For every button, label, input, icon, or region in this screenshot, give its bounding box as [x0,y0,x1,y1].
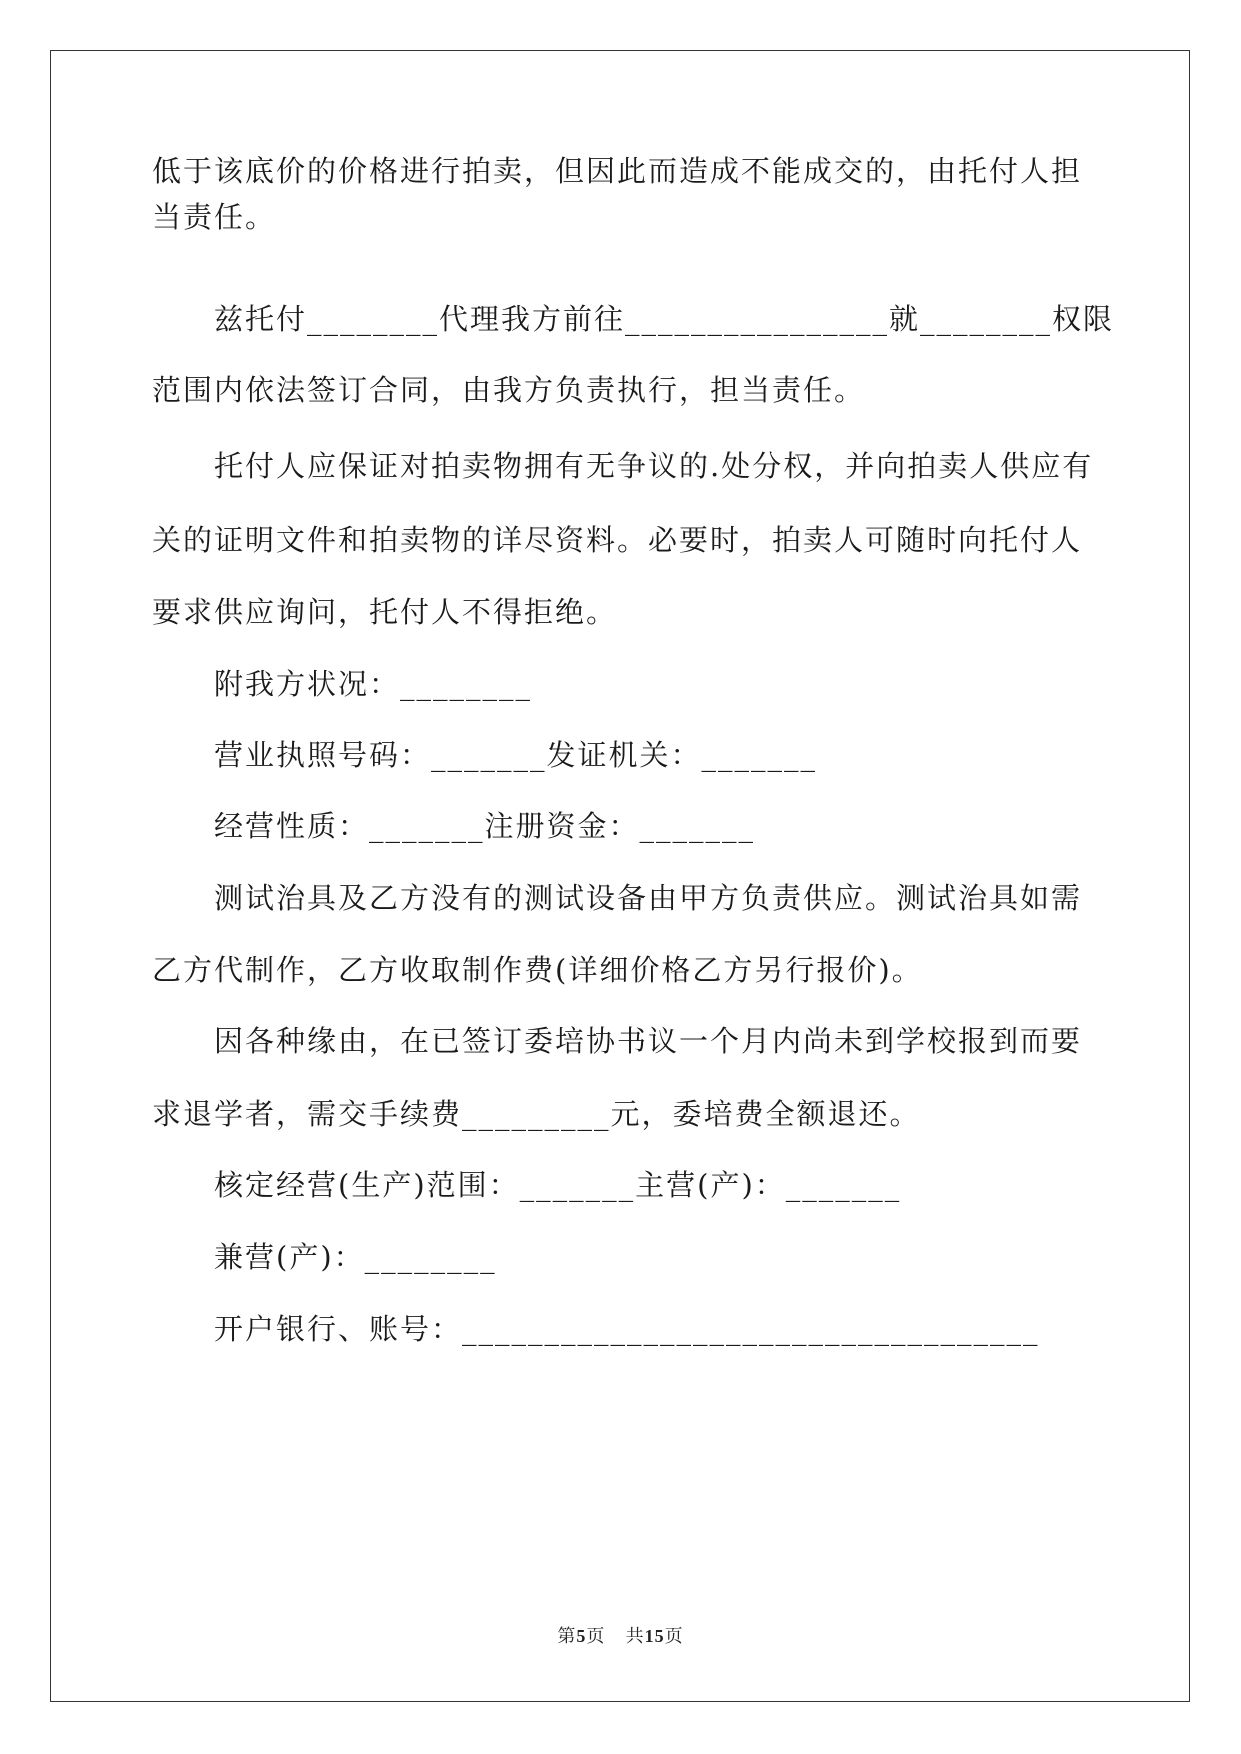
page-label-suffix: 页 [586,1626,606,1647]
body-line: 开户银行、账号：___________________________________ [214,1312,1040,1346]
body-line: 乙方代制作，乙方收取制作费(详细价格乙方另行报价)。 [152,953,923,987]
body-line: 求退学者，需交手续费_________元，委培费全额退还。 [152,1097,921,1131]
body-line: 要求供应询问，托付人不得拒绝。 [152,595,618,629]
body-line: 当责任。 [152,200,277,234]
total-suffix: 页 [664,1626,684,1647]
body-line: 附我方状况：________ [214,667,533,701]
body-line: 营业执照号码：_______发证机关：_______ [214,738,818,772]
page-number: 5 [576,1626,587,1646]
total-pages: 15 [644,1626,665,1646]
body-line: 兹托付________代理我方前往________________就________权限 [214,302,1115,336]
body-line: 测试治具及乙方没有的测试设备由甲方负责供应。测试治具如需 [214,881,1083,915]
body-line: 关的证明文件和拍卖物的详尽资料。必要时，拍卖人可随时向托付人 [152,523,1083,557]
body-line: 范围内依法签订合同，由我方负责执行，担当责任。 [152,373,866,407]
page-footer [0,1622,1241,1648]
body-line: 因各种缘由，在已签订委培协书议一个月内尚未到学校报到而要 [214,1024,1083,1058]
body-line: 托付人应保证对拍卖物拥有无争议的.处分权，并向拍卖人供应有 [214,449,1094,483]
body-line: 低于该底价的价格进行拍卖，但因此而造成不能成交的，由托付人担 [152,154,1083,188]
body-line: 经营性质：_______注册资金：_______ [214,809,756,843]
total-prefix: 共 [625,1626,645,1647]
page-label-prefix: 第 [557,1626,577,1647]
page-border [50,50,1190,1702]
body-line: 兼营(产)：________ [214,1240,497,1274]
body-line: 核定经营(生产)范围：_______主营(产)：_______ [214,1168,902,1202]
